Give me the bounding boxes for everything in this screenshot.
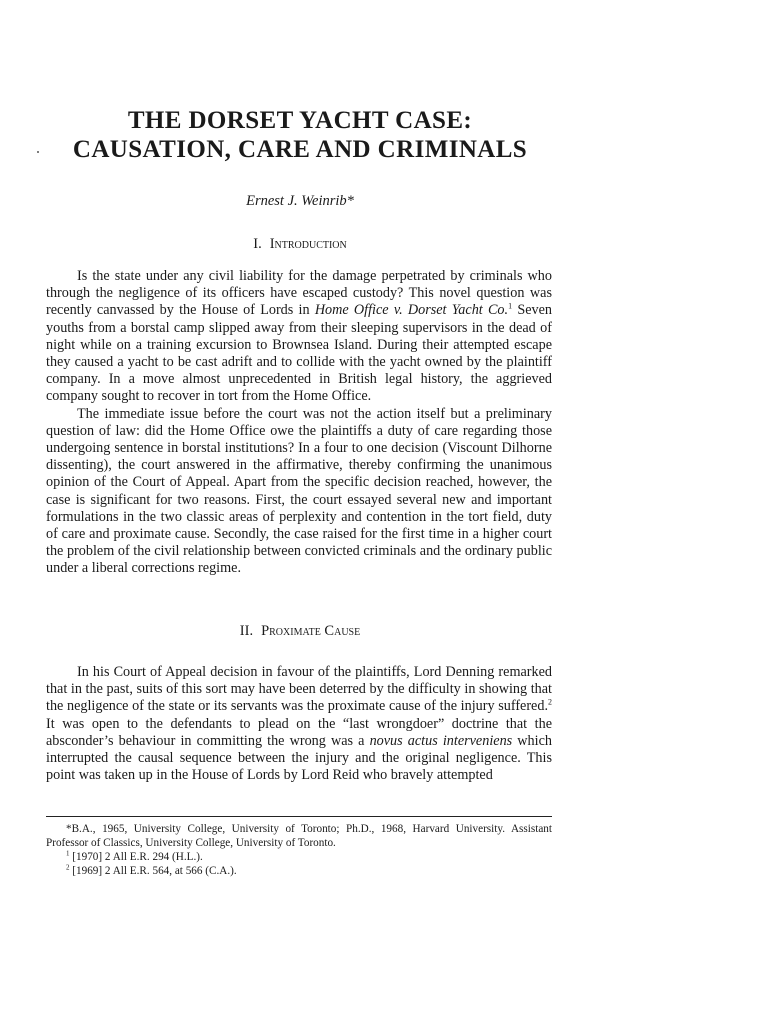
section-heading-proximate-cause (0, 623, 600, 640)
section-title: Proximate Cause (261, 623, 361, 639)
article-title-line-2: CAUSATION, CARE AND CRIMINALS (72, 136, 528, 163)
paragraph-text: In his Court of Appeal decision in favour of the plaintiffs, Lord Denning remarked that in the past, suits of this sort may have been deterred by the difficulty in showing that the negligence of the state or its servants was the proximate cause of the injury suffered. (46, 664, 552, 715)
section-numeral: II. (239, 623, 254, 639)
paragraph (46, 268, 552, 406)
section-numeral: I. (253, 236, 262, 252)
footnote-reference: 2 (548, 697, 552, 707)
footnote-1 (46, 850, 552, 864)
author-name: Ernest J. Weinrib* (246, 193, 354, 209)
proximate-cause-body (46, 664, 552, 784)
footnote-text: [1970] 2 All E.R. 294 (H.L.). (72, 851, 203, 863)
paragraph-text: Is the state under any civil liability for the damage perpetrated by criminals who through the negligence of its officers have escaped custody? This novel question was recently canvassed by the House of Lords in (46, 268, 552, 319)
footnote-divider (46, 816, 552, 817)
section-heading-introduction (0, 236, 600, 253)
paragraph-text: Seven youths from a borstal camp slipped away from their sleeping supervisors in the dead of night while on a training excursion to Brownsea Island. During their attempted escape they caused a yacht to be cast adrift and to collide with the yacht owned by the plaintiff company. In a move almost unprecedented in British legal history, the aggrieved company sought to recover in tort from the Home Office. (46, 302, 552, 405)
footnote-2 (46, 864, 552, 878)
case-name: Home Office v. Dorset Yacht Co. (314, 302, 509, 319)
footnote-author-credentials: *B.A., 1965, University College, University of Toronto; Ph.D., 1968, Harvard University. Assistant Professor of Classics, University College, University of Toronto. (46, 823, 552, 849)
footnote-marker: 1 (66, 849, 70, 858)
footnote-reference: 1 (508, 301, 513, 311)
article-title-line-1: THE DORSET YACHT CASE: (127, 107, 473, 134)
footnote-text: [1969] 2 All E.R. 564, at 566 (C.A.). (72, 865, 237, 877)
footnote-marker: 2 (66, 863, 70, 872)
section-title: Introduction (269, 236, 347, 252)
paragraph-text: It was open to the defendants to plead on the “last wrongdoer” doctrine that the absconder’s behaviour in committing the wrong was a (46, 715, 552, 749)
paragraph: The immediate issue before the court was not the action itself but a preliminary question of law: did the Home Office owe the plaintiffs a duty of care regarding those undergoing sentence in borstal institutions? In a four to one decision (Viscount Dilhorne dissenting), the court answered in the affirmative, thereby confirming the unanimous opinion of the Court of Appeal. Apart from the specific decision reached, however, the case is significant for two reasons. First, the court essayed several new and important formulations in the two classic areas of perplexity and contention in the tort field, duty of care and proximate cause. Secondly, the case raised for the first time in a higher court the problem of the civil relationship between convicted criminals and the ordinary public under a liberal corrections regime. (46, 405, 552, 577)
footnotes (46, 822, 552, 878)
paragraph (46, 664, 552, 784)
paragraph-text: which interrupted the causal sequence between the injury and the original negligence. This point was taken up in the House of Lords by Lord Reid who bravely attempted (46, 732, 552, 784)
introduction-body (46, 268, 552, 578)
latin-term: novus actus interveniens (369, 732, 513, 749)
